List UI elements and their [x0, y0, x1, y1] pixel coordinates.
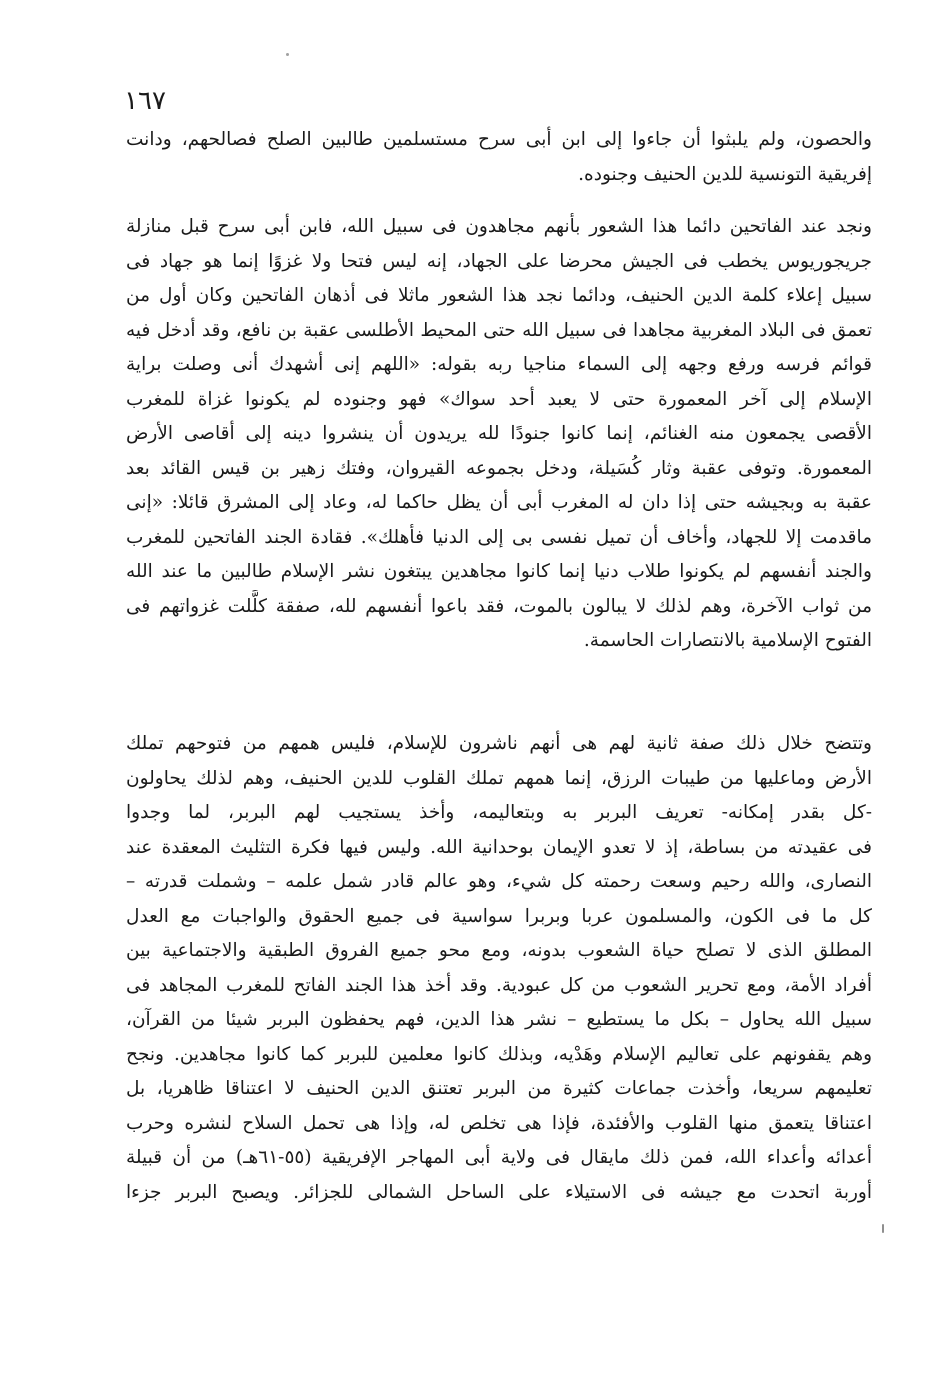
text-line: وهم يقفونهم على تعاليم الإسلام وهَدْيه، وبذلك كانوا معلمين للبربر كما كانوا مجاهدين. ونجح: [126, 1043, 872, 1065]
text-line: ونجد عند الفاتحين دائما هذا الشعور بأنهم مجاهدون فى سبيل الله، فابن أبى سرح قبل منازلة: [126, 216, 872, 237]
text-line: تعمق فى البلاد المغربية مجاهدا فى سبيل الله حتى المحيط الأطلسى عقبة بن نافع، وقد أدخل فيه: [126, 319, 872, 341]
text-line: ماقدمت إلا للجهاد، وأخاف أن تميل نفسى بى إلى الدنيا فأهلك». فقادة الجند الفاتحين للمغرب: [126, 526, 872, 548]
text-line: كل ما فى الكون، والمسلمون عربا وبربرا سواسية فى جميع الحقوق والواجبات مع العدل: [126, 905, 872, 927]
text-line: سبيل إعلاء كلمة الدين الحنيف، ودائما نجد هذا الشعور ماثلا فى أذهان الفاتحين وكان أول من: [126, 285, 872, 306]
scan-speck: [882, 1224, 884, 1233]
text-line: أعدائه وأعداء الله، فمن ذلك مايقال فى ولاية أبى المهاجر الإفريقية (٥٥-٦١هـ) من أن قبيلة: [126, 1147, 872, 1168]
text-line: -كل بقدر إمكانه- تعريف البربر به وبتعاليمه، وأخذ يستجيب لهم البربر، لما وجدوا: [126, 802, 872, 823]
text-line: أفراد الأمة، ومع تحرير الشعوب من كل عبودية. وقد أخذ هذا الجند الفاتح للمغرب المجاهد فى: [126, 974, 872, 996]
text-line: المعمورة. وتوفى عقبة وثار كُسَيلة، ودخل بجموعه القيروان، وفتك زهير بن قيس القائد بعد: [126, 457, 872, 479]
text-line: عقبة به وبجيشه حتى إذا دان له المغرب أبى أن يظل حاكما له، وعاد إلى المشرق قائلا: «إنى: [126, 492, 872, 513]
text-line: تعليمهم سريعا، وأخذت جماعات كثيرة من البربر تعتنق الدين الحنيف لا اعتناقا ظاهريا، بل: [126, 1078, 872, 1099]
scan-speck: [286, 53, 289, 56]
paragraph-1: [126, 123, 872, 192]
text-line: الإسلام إلى آخر المعمورة حتى لا يعبد أحد سواك» فهو وجنوده لم يكونوا غزاة للمغرب: [126, 388, 872, 410]
text-line: قوائم فرسه ورفع وجهه إلى السماء مناجيا ربه بقوله: «اللهم إنى أشهدك أنى وصلت براية: [126, 354, 872, 375]
text-line: أوربة اتحدت مع جيشه فى الاستيلاء على الساحل الشمالى للجزائر. ويصبح البربر جزءا: [126, 1181, 872, 1203]
paragraph-3: [126, 727, 872, 1210]
text-line: وتتضح خلال ذلك صفة ثانية لهم هى أنهم ناشرون للإسلام، فليس همهم من فتوحهم تملك: [126, 733, 872, 754]
text-line: والجند أنفسهم لم يكونوا طلاب دنيا إنما كانوا مجاهدين يبتغون نشر الإسلام طالبين ما عند الله: [126, 561, 872, 582]
text-line: سبيل الله يحاول – بكل ما يستطيع – نشر هذا الدين، فهم يحفظون البربر شيئا من القرآن،: [126, 1009, 872, 1030]
text-line: والحصون، ولم يلبثوا أن جاءوا إلى ابن أبى سرح مستسلمين طالبين الصلح فصالحهم، ودانت: [126, 129, 872, 150]
text-line: اعتناقا يتعمق منها القلوب والأفئدة، فإذا هى تخلص له، وإذا هى تحمل السلاح لنشره وحرب: [126, 1112, 872, 1134]
text-line: فى عقيدته من بساطة، إذ لا تعدو الإيمان بوحدانية الله. وليس فيها فكرة التثليث المعقدة عند: [126, 836, 872, 858]
text-line: النصارى، والله رحيم وسعت رحمته كل شيء، وهو عالم قادر شمل علمه – وشملت قدرته –: [126, 871, 872, 892]
paragraph-2: [126, 210, 872, 659]
text-line: من ثواب الآخرة، وهم لذلك لا يبالون بالموت، فقد باعوا أنفسهم لله، صفقة كلَّلت غزواتهم فى: [126, 595, 872, 617]
page-number: ١٦٧: [124, 86, 166, 116]
text-line: الأقصى يجمعون منه الغنائم، إنما كانوا جنودًا لله يريدون أن ينشروا دينه إلى أقاصى الأرض: [126, 423, 872, 444]
text-line: إفريقية التونسية للدين الحنيف وجنوده.: [578, 163, 872, 185]
text-line: المطلق الذى لا تصلح حياة الشعوب بدونه، ومع محو جميع الفروق الطبقية والاجتماعية بين: [126, 940, 872, 961]
text-line: الفتوح الإسلامية بالانتصارات الحاسمة.: [583, 630, 872, 651]
text-line: الأرض وماعليها من طيبات الرزق، إنما همهم تملك القلوب للدين الحنيف، وهم لذلك يحاولون: [126, 767, 872, 789]
text-line: جريجوريوس يخطب فى الجيش محرضا على الجهاد، إنه ليس فتحا ولا غزوًا إنما هو جهاد فى: [126, 250, 872, 272]
